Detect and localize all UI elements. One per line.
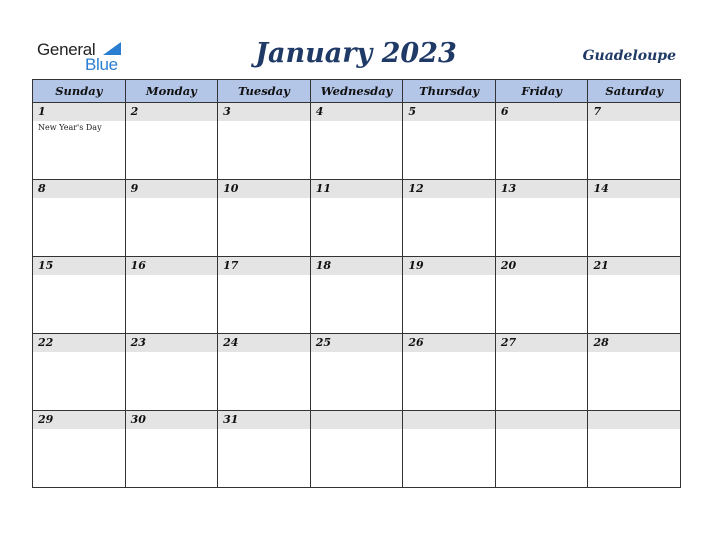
day-number: 9 bbox=[130, 182, 139, 195]
day-number: 3 bbox=[223, 105, 231, 118]
day-number-bar bbox=[33, 257, 125, 275]
weekday-header-row bbox=[33, 80, 680, 103]
day-number: 28 bbox=[593, 336, 609, 349]
day-number: 16 bbox=[130, 259, 146, 272]
weekday-header-tuesday: Tuesday bbox=[218, 80, 311, 102]
day-cell[interactable] bbox=[496, 411, 589, 487]
logo-triangle-icon bbox=[103, 42, 121, 55]
day-number: 26 bbox=[408, 336, 424, 349]
day-cell[interactable] bbox=[403, 257, 496, 333]
holiday-label: New Year's Day bbox=[38, 123, 102, 132]
day-number-bar bbox=[588, 411, 680, 429]
day-number-bar bbox=[33, 334, 125, 352]
day-cell[interactable] bbox=[218, 411, 311, 487]
day-number: 10 bbox=[223, 182, 239, 195]
day-number-bar bbox=[33, 103, 125, 121]
day-number-bar bbox=[588, 257, 680, 275]
day-number: 6 bbox=[500, 105, 509, 118]
day-number: 14 bbox=[593, 182, 609, 195]
day-number-bar bbox=[588, 180, 680, 198]
day-cell[interactable] bbox=[218, 334, 311, 410]
day-number-bar bbox=[496, 334, 588, 352]
day-number: 19 bbox=[408, 259, 424, 272]
day-number: 21 bbox=[593, 259, 609, 272]
day-number-bar bbox=[496, 257, 588, 275]
day-number-bar bbox=[126, 180, 218, 198]
day-cell[interactable] bbox=[588, 334, 680, 410]
day-number: 15 bbox=[38, 259, 54, 272]
week-row bbox=[33, 180, 680, 257]
page-title: January 2023 bbox=[255, 38, 457, 69]
day-number-bar bbox=[311, 180, 403, 198]
day-number: 29 bbox=[38, 413, 54, 426]
weekday-header-thursday: Thursday bbox=[403, 80, 496, 102]
day-cell[interactable] bbox=[496, 257, 589, 333]
day-number: 24 bbox=[223, 336, 239, 349]
day-cell[interactable] bbox=[311, 103, 404, 179]
day-cell[interactable] bbox=[496, 103, 589, 179]
day-cell[interactable] bbox=[33, 411, 126, 487]
day-number: 18 bbox=[315, 259, 332, 272]
day-cell[interactable] bbox=[403, 180, 496, 256]
region-label: Guadeloupe bbox=[582, 48, 676, 64]
day-number-bar bbox=[403, 180, 495, 198]
day-number-bar bbox=[311, 334, 403, 352]
day-cell[interactable] bbox=[311, 180, 404, 256]
day-number-bar bbox=[126, 103, 218, 121]
day-cell[interactable] bbox=[33, 180, 126, 256]
day-cell[interactable] bbox=[126, 180, 219, 256]
week-row bbox=[33, 257, 680, 334]
day-cell[interactable] bbox=[218, 257, 311, 333]
day-cell[interactable] bbox=[126, 257, 219, 333]
day-number: 4 bbox=[315, 105, 324, 118]
day-number: 20 bbox=[500, 259, 517, 272]
day-number-bar bbox=[403, 411, 495, 429]
day-cell[interactable] bbox=[311, 334, 404, 410]
brand-logo bbox=[37, 40, 127, 76]
day-number-bar bbox=[311, 257, 403, 275]
day-number-bar bbox=[126, 334, 218, 352]
day-cell[interactable] bbox=[588, 257, 680, 333]
logo-text-general: General bbox=[37, 40, 96, 59]
day-number: 8 bbox=[38, 182, 46, 195]
week-row bbox=[33, 103, 680, 180]
calendar-grid bbox=[32, 79, 681, 488]
day-cell[interactable] bbox=[126, 411, 219, 487]
weekday-header-wednesday: Wednesday bbox=[311, 80, 404, 102]
day-number-bar bbox=[496, 411, 588, 429]
day-cell[interactable] bbox=[33, 103, 126, 179]
logo-text-blue: Blue bbox=[85, 55, 118, 74]
day-number-bar bbox=[126, 257, 218, 275]
day-number-bar bbox=[588, 103, 680, 121]
day-number-bar bbox=[33, 180, 125, 198]
week-row bbox=[33, 411, 680, 487]
day-number: 5 bbox=[408, 105, 416, 118]
day-number: 12 bbox=[408, 182, 424, 195]
day-number: 25 bbox=[315, 336, 332, 349]
day-number: 7 bbox=[593, 105, 602, 118]
day-number: 11 bbox=[315, 182, 332, 195]
day-cell[interactable] bbox=[588, 411, 680, 487]
weekday-header-saturday: Saturday bbox=[605, 84, 664, 98]
calendar-weeks bbox=[33, 103, 680, 487]
day-number: 23 bbox=[130, 336, 146, 349]
day-number: 2 bbox=[130, 105, 139, 118]
day-number-bar bbox=[588, 334, 680, 352]
day-cell[interactable] bbox=[33, 334, 126, 410]
day-number: 22 bbox=[38, 336, 54, 349]
day-cell[interactable] bbox=[33, 257, 126, 333]
day-cell[interactable] bbox=[311, 411, 404, 487]
day-number-bar bbox=[218, 334, 310, 352]
day-number: 17 bbox=[223, 259, 239, 272]
day-cell[interactable] bbox=[496, 334, 589, 410]
day-number-bar bbox=[218, 180, 310, 198]
day-number: 27 bbox=[500, 336, 517, 349]
day-number: 13 bbox=[500, 182, 517, 195]
day-cell[interactable] bbox=[218, 103, 311, 179]
day-number-bar bbox=[496, 103, 588, 121]
day-number-bar bbox=[403, 334, 495, 352]
day-number-bar bbox=[403, 257, 495, 275]
day-number-bar bbox=[496, 180, 588, 198]
day-number-bar bbox=[311, 411, 403, 429]
day-cell[interactable] bbox=[403, 103, 496, 179]
day-number: 31 bbox=[223, 413, 239, 426]
weekday-header-sunday: Sunday bbox=[33, 80, 126, 102]
week-row bbox=[33, 334, 680, 411]
day-cell[interactable] bbox=[126, 103, 219, 179]
day-number-bar bbox=[33, 411, 125, 429]
day-number-bar bbox=[311, 103, 403, 121]
day-cell[interactable] bbox=[126, 334, 219, 410]
day-cell[interactable] bbox=[496, 180, 589, 256]
day-cell[interactable] bbox=[588, 180, 680, 256]
day-number: 30 bbox=[130, 413, 146, 426]
day-number-bar bbox=[218, 411, 310, 429]
day-number: 1 bbox=[38, 105, 46, 118]
day-cell[interactable] bbox=[311, 257, 404, 333]
day-cell[interactable] bbox=[588, 103, 680, 179]
day-number-bar bbox=[403, 103, 495, 121]
day-number-bar bbox=[218, 103, 310, 121]
day-number-bar bbox=[126, 411, 218, 429]
weekday-header-monday: Monday bbox=[126, 80, 219, 102]
day-number-bar bbox=[218, 257, 310, 275]
weekday-header-friday: Friday bbox=[496, 80, 589, 102]
day-cell[interactable] bbox=[403, 334, 496, 410]
day-cell[interactable] bbox=[403, 411, 496, 487]
day-cell[interactable] bbox=[218, 180, 311, 256]
